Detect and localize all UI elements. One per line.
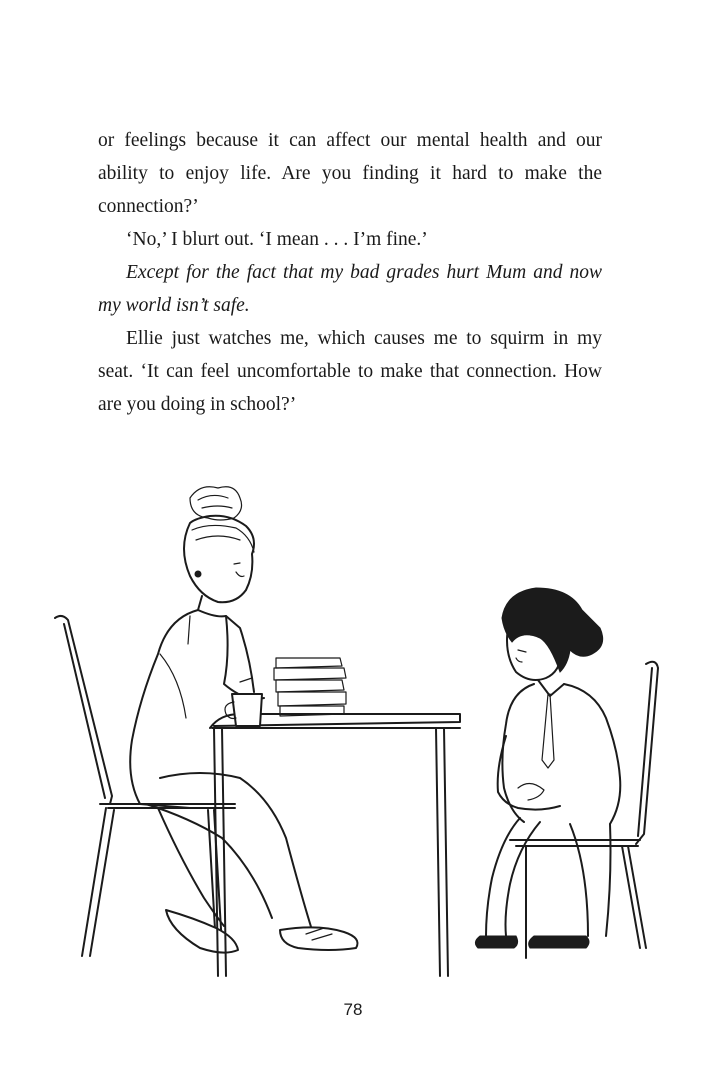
girl-figure bbox=[475, 588, 620, 948]
paragraph-dialogue-no: ‘No,’ I blurt out. ‘I mean . . . I’m fine.’ bbox=[126, 229, 428, 250]
paragraph-continuation: or feelings because it can affect our mental health and our ability to enjoy life. Are you finding it hard to make the connection?’ bbox=[98, 130, 602, 217]
paragraph-ellie-question: Ellie just watches me, which causes me to squirm in my seat. ‘It can feel uncomfortable to make that connection. How are you doing in school?’ bbox=[98, 328, 602, 415]
paragraph-inner-thought: Except for the fact that my bad grades hurt Mum and now my world isn’t safe. bbox=[98, 262, 602, 316]
table bbox=[210, 658, 460, 976]
body-text bbox=[98, 124, 602, 421]
illustration-counselling-scene bbox=[40, 478, 670, 978]
page-number: 78 bbox=[343, 1000, 363, 1019]
